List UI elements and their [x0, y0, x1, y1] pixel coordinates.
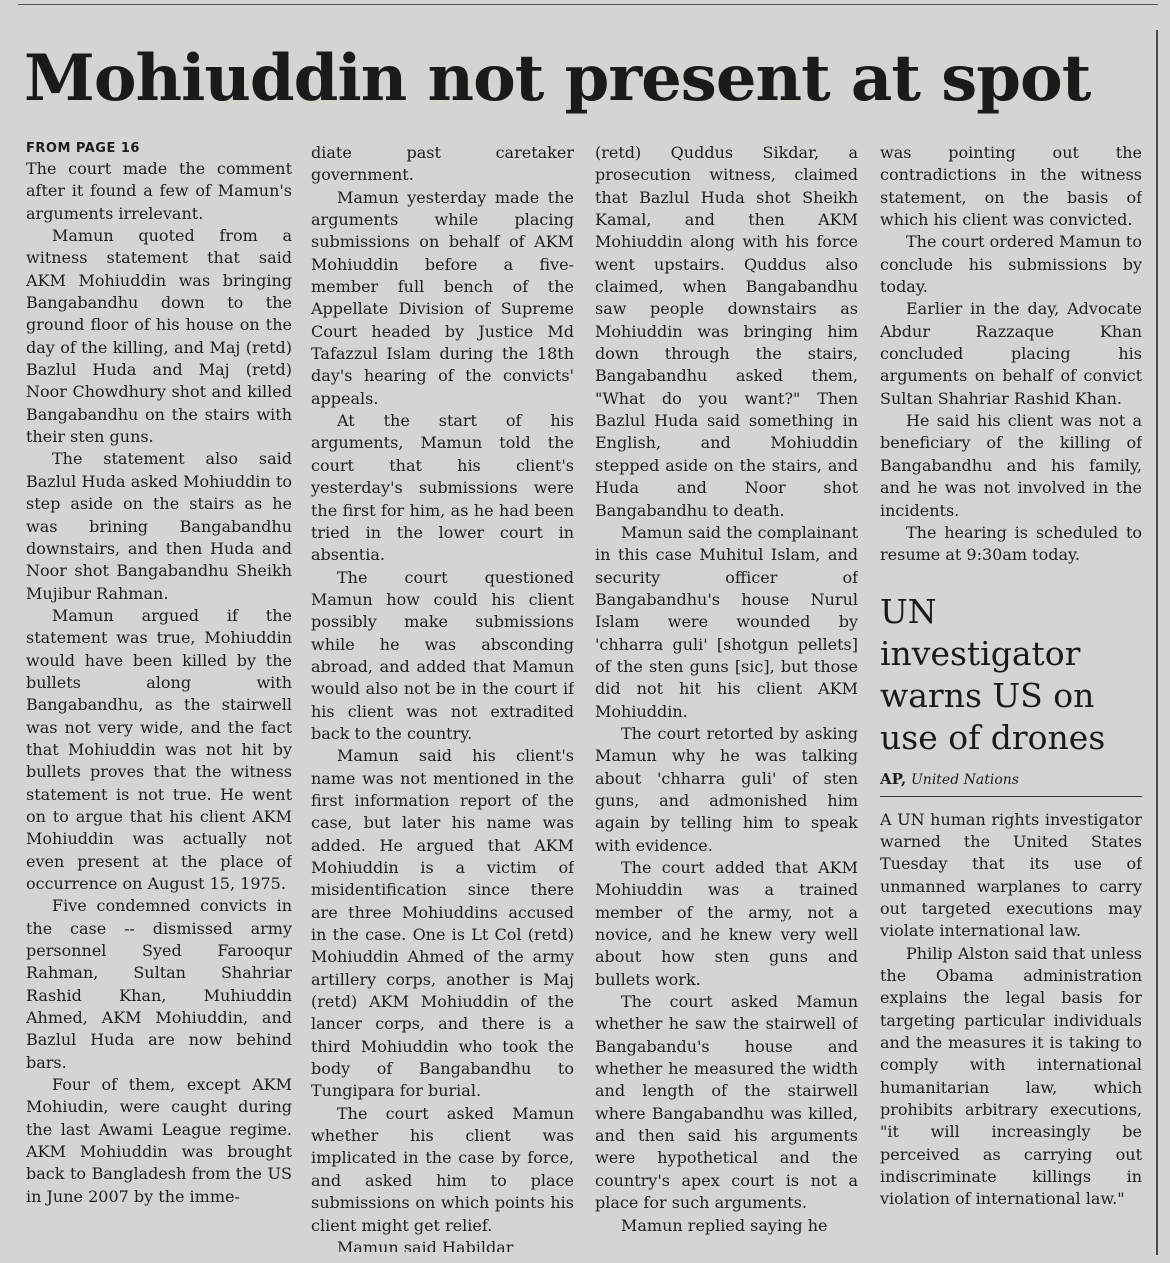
column-4	[880, 142, 1142, 1252]
paragraph: Mamun said his client's name was not mentioned in the first information report of the case, but later his name was added. He argued that AKM Mohiuddin is a victim of misidentification since there are three Mohiuddins accused in the case. One is Lt Col (retd) Mohiuddin Ahmed of the army artillery corps, another is Maj (retd) AKM Mohiuddin of the lancer corps, and there is a third Mohiuddin who took the body of Bangabandhu to Tungipara for burial.	[311, 746, 574, 1101]
paragraph: The court asked Mamun whether he saw the stairwell of Bangabandu's house and whether he measured the width and length of the stairwell where Bangabandhu was killed, and then said his arguments were hypothetical and the country's apex court is not a place for such arguments.	[595, 992, 858, 1213]
paragraph: The statement also said Bazlul Huda asked Mohiuddin to step aside on the stairs as he was brining Bangabandhu downstairs, and then Huda and Noor shot Bangabandhu Sheikh Mujibur Rahman.	[26, 449, 292, 603]
column-2	[311, 142, 574, 1252]
paragraph: Mamun said the complainant in this case Muhitul Islam, and security officer of Bangabandhu's house Nurul Islam were wounded by 'chharra guli' [shotgun pellets] of the sten guns [sic], but those did not hit his client AKM Mohiuddin.	[595, 522, 858, 721]
top-rule	[18, 4, 1158, 5]
paragraph: Mamun argued if the statement was true, Mohiuddin would have been killed by the bullets along with Bangabandhu, as the stairwell was not very wide, and the fact that Mohiuddin was not hit by bullets proves that the witness statement is not true. He went on to argue that his client AKM Mohiuddin was actually not even present at the place of occurrence on August 15, 1975.	[26, 605, 292, 893]
paragraph: Five condemned convicts in the case -- dismissed army personnel Syed Farooqur Rahman, Sultan Shahriar Rashid Khan, Muhiuddin Ahmed, AKM Mohiuddin, and Bazlul Huda are now behind bars.	[26, 896, 292, 1072]
paragraph: Mamun quoted from a witness statement that said AKM Mohiuddin was bringing Bangabandhu down to the ground floor of his house on the day of the killing, and Maj (retd) Bazlul Huda and Maj (retd) Noor Chowdhury shot and killed Bangabandhu on the stairs with their sten guns.	[26, 226, 292, 447]
paragraph: A UN human rights investigator warned the United States Tuesday that its use of unmanned warplanes to carry out targeted executions may violate international law.	[880, 809, 1142, 941]
paragraph: Philip Alston said that unless the Obama administration explains the legal basis for targeting particular individuals and the measures it is taking to comply with international humanitarian law, which prohibits arbitrary executions, "it will increasingly be perceived as carrying out indiscriminate killings in violation of international law."	[880, 943, 1142, 1209]
paragraph: Four of them, except AKM Mohiudin, were caught during the last Awami League regime. AKM Mohiuddin was brought back to Bangladesh from the US in June 2007 by the imme-	[26, 1075, 292, 1206]
side-story-headline: UN investigator warns US on use of drones	[880, 591, 1106, 757]
paragraph: diate past caretaker government.	[311, 143, 574, 185]
byline-agency: AP,	[880, 769, 907, 788]
paragraph: Mamun yesterday made the arguments while placing submissions on behalf of AKM Mohiuddin before a five-member full bench of the Appellate Division of Supreme Court headed by Justice Md Tafazzul Islam during the 18th day's hearing of the convicts' appeals.	[311, 187, 574, 408]
side-story-body	[880, 809, 1142, 1211]
paragraph: Earlier in the day, Advocate Abdur Razzaque Khan concluded placing his arguments on behalf of convict Sultan Shahriar Rashid Khan.	[880, 299, 1142, 408]
byline	[880, 769, 1142, 797]
column-1	[26, 140, 292, 1250]
column-3	[595, 142, 858, 1252]
paragraph: The court retorted by asking Mamun why he was talking about 'chharra guli' of sten guns, and admonished him again by telling him to speak with evidence.	[595, 723, 858, 855]
byline-place: United Nations	[911, 771, 1019, 788]
paragraph: The court made the comment after it found a few of Mamun's arguments irrelevant.	[26, 159, 292, 223]
paragraph: Mamun said Habildar	[337, 1237, 514, 1252]
paragraph: The court questioned Mamun how could his client possibly make submissions while he was absconding abroad, and added that Mamun would also not be in the court if his client was not extradited back to the country.	[311, 567, 574, 743]
paragraph: The court ordered Mamun to conclude his submissions by today.	[880, 232, 1142, 297]
paragraph: He said his client was not a beneficiary of the killing of Bangabandhu and his family, and he was not involved in the incidents.	[880, 411, 1142, 520]
paragraph: Mamun replied saying he	[621, 1215, 828, 1235]
paragraph: was pointing out the contradictions in the witness statement, on the basis of which his client was convicted.	[880, 143, 1142, 230]
paragraph: The court asked Mamun whether his client was implicated in the case by force, and asked him to place submissions on which points his client might get relief.	[311, 1103, 574, 1235]
kicker: FROM PAGE 16	[26, 141, 140, 156]
paragraph: At the start of his arguments, Mamun told the court that his client's yesterday's submissions were the first for him, as he had been tried in the lower court in absentia.	[311, 411, 574, 565]
column-rule	[1156, 30, 1158, 1255]
paragraph: (retd) Quddus Sikdar, a prosecution witness, claimed that Bazlul Huda shot Sheikh Kamal, and then AKM Mohiuddin along with his force went upstairs. Quddus also claimed, when Bangabandhu saw people downstairs as Mohiuddin was bringing him down through the stairs, Bangabandhu asked them, "What do you want?" Then Bazlul Huda said something in English, and Mohiuddin stepped aside on the stairs, and Huda and Noor shot Bangabandhu to death.	[595, 143, 858, 520]
headline: Mohiuddin not present at spot	[24, 41, 1091, 116]
paragraph: The hearing is scheduled to resume at 9:30am today.	[880, 522, 1142, 565]
paragraph: The court added that AKM Mohiuddin was a trained member of the army, not a novice, and he knew very well about how sten guns and bullets work.	[595, 858, 858, 989]
